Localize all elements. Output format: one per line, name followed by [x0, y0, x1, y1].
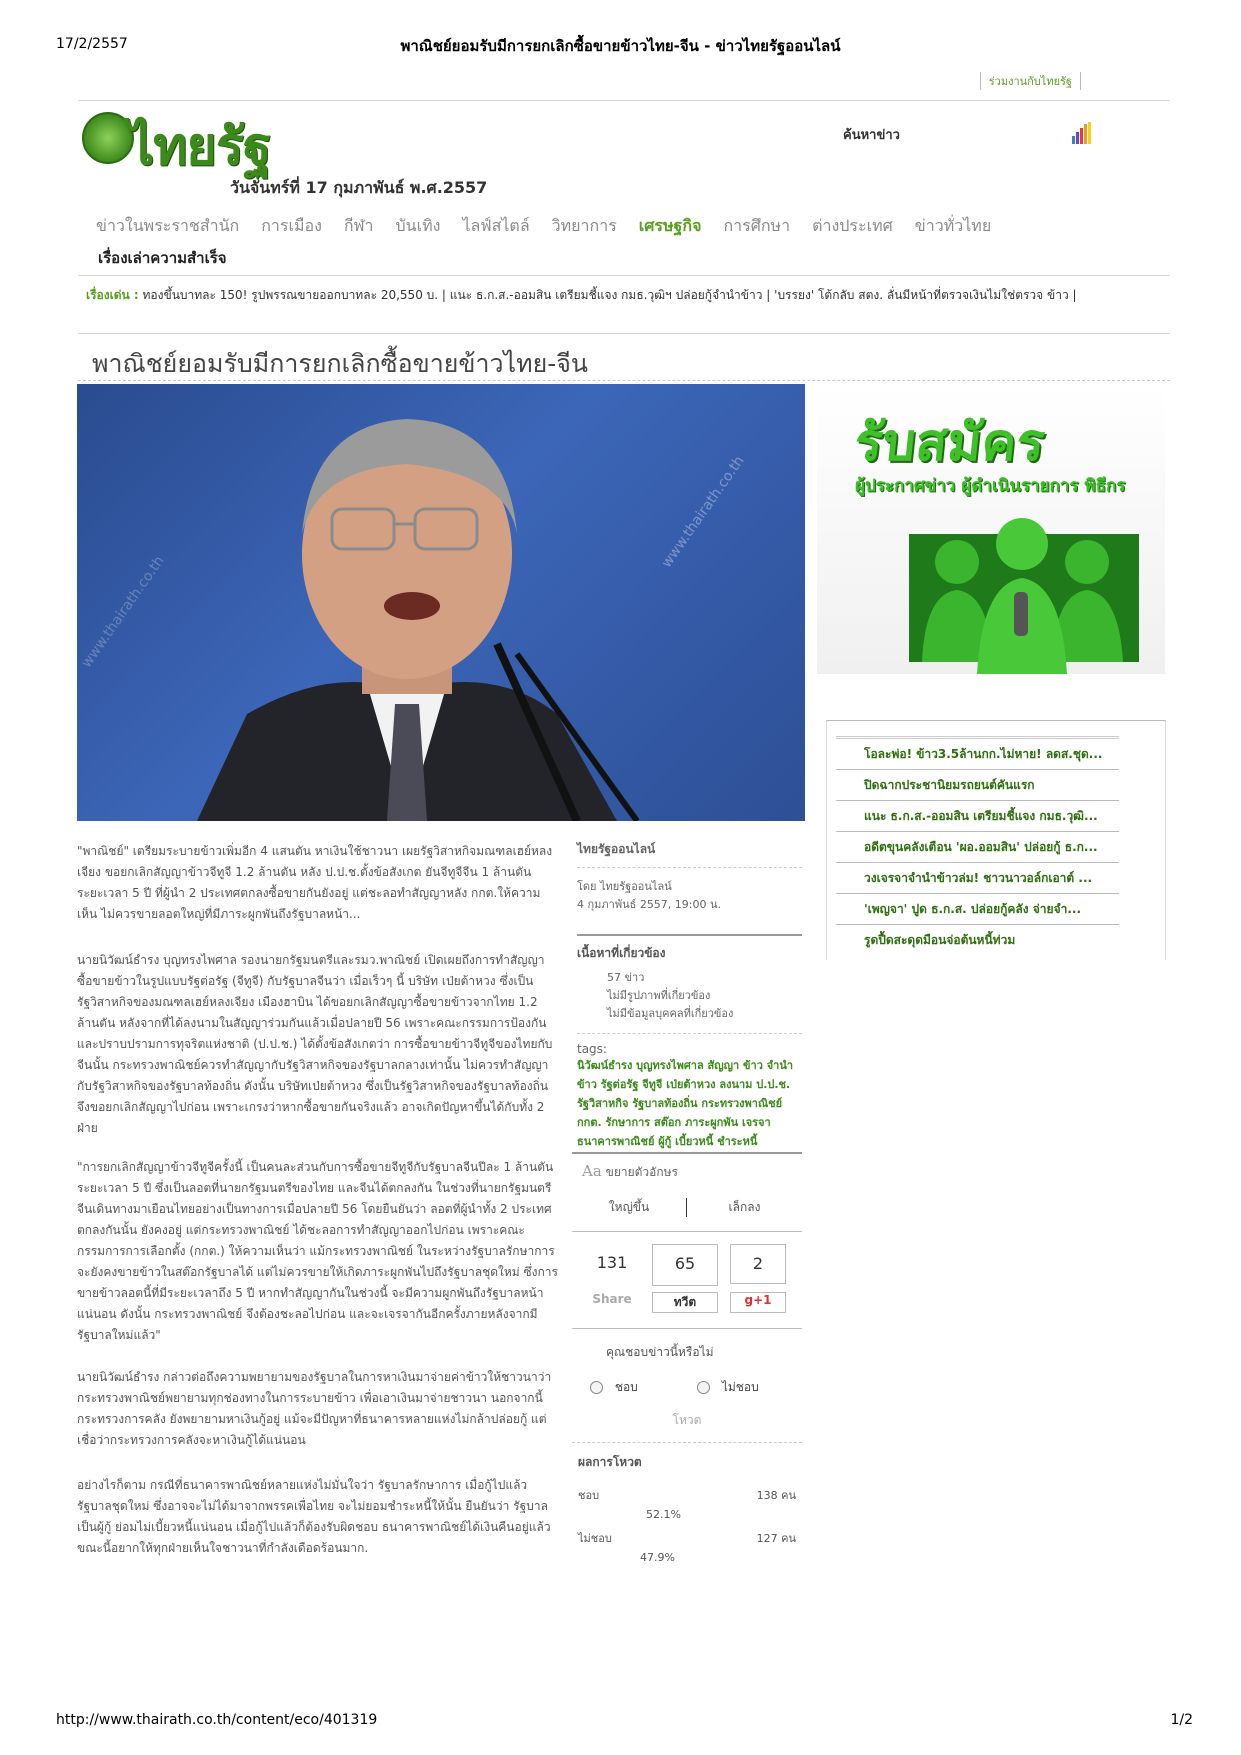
ad-title: รับสมัคร [851, 412, 1048, 473]
related-news-item[interactable]: อดีตขุนคลังเตือน 'ผอ.ออมสิน' ปล่อยกู้ ธ.ก... [836, 832, 1119, 863]
nav-item-royal[interactable]: ข่าวในพระราชสำนัก [96, 216, 240, 235]
tweet-button[interactable]: ทวีต [652, 1292, 718, 1313]
font-size-icon: Aa [582, 1162, 602, 1180]
article-paragraph: "การยกเลิกสัญญาข้าวจีทูจีครั้งนี้ เป็นคนละส่วนกับการซื้อขายจีทูจีกับรัฐบาลจีนปีละ 1 ล้านตัน ระยะเวลา 5 ปี ซึ่งเป็นลอตที่นายกรัฐมนตรีของไทย และจีนได้ตกลงกัน ในช่วงที่นายกรัฐมนตรีจีนเดินทางมาเยือนไทยอย่างเป็นทางการเมื่อปลายปี 56 โดยยืนยันว่า ลอตที่ผู้นำทั้ง 2 ประเทศตกลงกันนั้น ยังคงอยู่ แต่กระทรวงพาณิชย์ ได้ชะลอการทำสัญญาออกไปก่อน เพราะคณะกรรมการการเลือกตั้ง (กกต.) ให้ความเห็นว่า แม้กระทรวงพาณิชย์ ในระหว่างรัฐบาลรักษาการ จะยังคงขายข้าวในสต๊อกรัฐบาลได้ แต่ไม่ควรขายให้เกิดภาระผูกพันไปถึงรัฐบาลชุดใหม่ ซึ่งการขายข้าวลอตนี้ที่มีระยะเวลาถึง 5 ปี หากทำสัญญากันในช่วงนี้ จะมีความผูกพันถึงรัฐบาลหน้าแน่นอน ดังนั้น กระทรวงพาณิชย์ จึงต้องชะลอไปก่อน และจะเจรจากันอีกครั้งภายหลังจากมีรัฐบาลใหม่แล้ว" [77, 1160, 558, 1342]
article-paragraph: นายนิวัฒน์ธำรง กล่าวต่อถึงความพยายามของรัฐบาลในการหาเงินมาจ่ายค่าข้าวให้ชาวนาว่า กระทรวงพาณิชย์พยายามทุกช่องทางในการระบายข้าว เพื่อเอาเงินมาจ่ายชาวนา นอกจากนี้ กระทรวงการคลัง ยังพยายามหาเงินกู้อยู่ แม้จะมีปัญหาที่ธนาคารหลายแห่งไม่กล้าปล่อยกู้ แต่เชื่อว่ากระทรวงการคลังจะหาเงินกู้ได้แน่นอน [77, 1370, 552, 1447]
logo-emblem-icon [82, 112, 134, 164]
by-line: โดย ไทยรัฐออนไลน์ [577, 880, 672, 893]
font-bigger-button[interactable]: ใหญ่ขึ้น [572, 1198, 687, 1217]
poll-like-radio[interactable] [590, 1381, 603, 1394]
headline-divider [78, 380, 1170, 381]
nav-divider [78, 275, 1170, 276]
nav-item-foreign[interactable]: ต่างประเทศ [812, 216, 893, 235]
result-like-percent: 52.1% [646, 1508, 681, 1521]
nav-item-lifestyle[interactable]: ไลฟ์สไตล์ [462, 216, 530, 235]
related-news-item[interactable]: 'เพญจา' ปูด ธ.ก.ส. ปล่อยกู้คลัง จ่ายจำ... [836, 894, 1119, 925]
related-news-item[interactable]: ปิดฉากประชานิยมรถยนต์คันแรก [836, 770, 1119, 801]
article-paragraph: นายนิวัฒน์ธำรง บุญทรงไพศาล รองนายกรัฐมนตรีและรมว.พาณิชย์ เปิดเผยถึงการทำสัญญาซื้อขายข้าวในรูปแบบรัฐต่อรัฐ (จีทูจี) กับรัฐบาลจีนว่า เมื่อเร็วๆ นี้ บริษัท เป่ยต้าหวง ซึ่งเป็นรัฐวิสาหกิจของมณฑลเฮย์หลงเจียง เมืองฮาบิน ได้ขอยกเลิกสัญญาซื้อขายข้าวจากไทย 1.2 ล้านตัน หลังจากที่ได้ลงนามในสัญญาร่วมกันแล้วเมื่อปลายปี 56 เพราะคณะกรรมการป้องกันและปราบปรามการทุจริตแห่งชาติ (ป.ป.ช.) ได้ตั้งข้อสังเกตว่า การซื้อขายข้าวจีทูจีของไทยกับจีนนั้น กระทรวงพาณิชย์ควรทำสัญญากับรัฐวิสาหกิจของรัฐบาลกลางเท่านั้น ไม่ควรทำสัญญากับรัฐวิสาหกิจของรัฐบาลท้องถิ่น ดังนั้น บริษัทเป่ยต้าหวง ซึ่งเป็นรัฐวิสาหกิจของรัฐบาลท้องถิ่น จึงขอยกเลิกสัญญาไปก่อน เพราะเกรงว่าหากซื้อขายกันจริงแล้ว อาจเกิดปัญหาขึ้นได้กับทั้ง 2 ฝ่าย [77, 953, 553, 1135]
ticker-divider [78, 333, 1170, 334]
poll-like-label: ชอบ [614, 1380, 638, 1394]
print-url[interactable]: http://www.thairath.co.th/content/eco/401319 [56, 1712, 378, 1728]
related-news-item[interactable]: โอละพ่อ! ข้าว3.5ล้านกก.ไม่หาย! ลดส.ชุด... [836, 739, 1119, 770]
facebook-share-button[interactable]: Share [592, 1292, 632, 1306]
poll-results-title: ผลการโหวต [578, 1455, 642, 1469]
result-dislike-count: 127 คน [756, 1532, 796, 1545]
article-headline: พาณิชย์ยอมรับมีการยกเลิกซื้อขายข้าวไทย-จีน [92, 349, 589, 378]
font-size-label: ขยายตัวอักษร [605, 1165, 678, 1179]
result-like-count: 138 คน [756, 1489, 796, 1502]
related-content-title: เนื้อหาที่เกี่ยวข้อง [577, 946, 666, 960]
chart-bars-icon[interactable] [1072, 122, 1092, 144]
share-count: 131 [596, 1253, 628, 1272]
article-photo [77, 384, 805, 821]
ad-silhouettes-icon [817, 504, 1165, 674]
poll-vote-button[interactable]: โหวต [672, 1413, 702, 1427]
join-thairath-link[interactable]: ร่วมงานกับไทยรัฐ [980, 72, 1081, 90]
font-smaller-button[interactable]: เล็กลง [728, 1200, 761, 1214]
related-news-item[interactable]: รูดปื้ดสะดุดมือนจ่อต้นหนี้ท่วม [864, 933, 1016, 947]
related-news-count[interactable]: 57 ข่าว [607, 971, 645, 984]
result-dislike-label: ไม่ชอบ [578, 1532, 612, 1545]
hot-news-label: เรื่องเด่น : [86, 288, 139, 302]
related-persons-none: ไม่มีข้อมูลบุคคลที่เกี่ยวข้อง [607, 1007, 734, 1020]
nav-item-education[interactable]: การศึกษา [723, 216, 791, 235]
tags-list[interactable]: นิวัฒน์ธำรง บุญทรงไพศาล สัญญา ข้าว จำนำข้าว รัฐต่อรัฐ จีทูจี เป่ยต้าหวง ลงนาม ป.ป.ช. รัฐวิสาหกิจ รัฐบาลท้องถิ่น กระทรวงพาณิชย์ กกต. รักษาการ สต๊อก ภาระผูกพัน เจรจา ธนาคารพาณิชย์ ผู้กู้ เบี้ยวหนี้ ชำระหนี้ [577, 1059, 794, 1148]
nav-item-politics[interactable]: การเมือง [261, 216, 322, 235]
recruitment-ad-banner[interactable] [817, 384, 1165, 674]
poll-panel [572, 1328, 802, 1564]
result-like-label: ชอบ [578, 1489, 600, 1502]
related-photos-none: ไม่มีรูปภาพที่เกี่ยวข้อง [607, 989, 711, 1002]
article-lede: "พาณิชย์" เตรียมระบายข้าวเพิ่มอีก 4 แสนตัน หาเงินใช้ชาวนา เผยรัฐวิสาหกิจมณฑลเฮย์หลงเจียง ขอยกเลิกสัญญาข้าวจีทูจี 1.2 ล้านตัน หลัง ป.ป.ช.ตั้งข้อสังเกต ยันจีทูจีจีน 1 ล้านตัน ระยะเวลา 5 ปี ที่ผู้นำ 2 ประเทศตกลงซื้อขายกันยังอยู่ แต่ชะลอทำสัญญาหลัง กกต.ให้ความเห็น ไม่ควรขายลอตใหญ่ที่มีภาระผูกพันถึงรัฐบาลหน้า... [77, 844, 553, 921]
print-date: 17/2/2557 [56, 36, 128, 52]
site-logo[interactable]: ไทยรัฐ [128, 116, 271, 177]
print-page-number: 1/2 [1170, 1712, 1193, 1728]
photo-watermark: www.thairath.co.th [658, 453, 748, 571]
photo-watermark-2: www.thairath.co.th [78, 553, 168, 671]
social-share-panel [584, 1244, 794, 1313]
article-meta-panel [577, 840, 802, 1151]
poll-dislike-radio[interactable] [697, 1381, 710, 1394]
gplus-count: 2 [730, 1244, 786, 1284]
current-date: วันจันทร์ที่ 17 กุมภาพันธ์ พ.ศ.2557 [230, 178, 488, 197]
publish-datetime: 4 กุมภาพันธ์ 2557, 19:00 น. [577, 898, 722, 911]
hot-news-ticker [86, 286, 1146, 305]
nav-item-entertainment[interactable]: บันเทิง [395, 216, 441, 235]
gplus-button[interactable]: g+1 [730, 1292, 786, 1313]
ad-subtitle: ผู้ประกาศข่าว ผู้ดำเนินรายการ พิธีกร [855, 476, 1126, 496]
print-title: พาณิชย์ยอมรับมีการยกเลิกซื้อขายข้าวไทย-จีน - ข่าวไทยรัฐออนไลน์ [400, 37, 841, 55]
tags-label: tags: [577, 1042, 607, 1056]
nav-item-economy[interactable]: เศรษฐกิจ [638, 216, 702, 235]
tweet-count: 65 [652, 1244, 718, 1286]
result-dislike-percent: 47.9% [640, 1551, 675, 1564]
main-navigation [96, 214, 1156, 239]
font-size-panel [572, 1152, 802, 1232]
poll-question: คุณชอบข่าวนี้หรือไม่ [606, 1345, 714, 1359]
nav-item-sports[interactable]: กีฬา [343, 216, 374, 235]
related-news-item[interactable]: วงเจรจาจำนำข้าวล่ม! ชาวนาวอล์กเอาต์ ... [836, 863, 1119, 894]
header-divider [78, 100, 1170, 101]
related-news-item[interactable]: แนะ ธ.ก.ส.-ออมสิน เตรียมชี้แจง กมธ.วุฒิ... [836, 801, 1119, 832]
search-news-link[interactable]: ค้นหาข่าว [843, 128, 900, 143]
hot-news-text[interactable]: ทองขึ้นบาทละ 150! รูปพรรณขายออกบาทละ 20,550 บ. | แนะ ธ.ก.ส.-ออมสิน เตรียมชี้แจง กมธ.วุฒิฯ ปล่อยกู้จำนำข้าว | 'บรรยง' โต้กลับ สตง. ลั่นมีหน้าที่ตรวจเงินไม่ใช่ตรวจ ข้าว | [142, 288, 1077, 302]
related-news-list [836, 736, 1119, 956]
source-title: ไทยรัฐออนไลน์ [577, 842, 656, 856]
poll-dislike-label: ไม่ชอบ [721, 1380, 759, 1394]
nav-item-success-stories[interactable]: เรื่องเล่าความสำเร็จ [98, 249, 227, 267]
nav-item-local[interactable]: ข่าวทั่วไทย [914, 216, 992, 235]
nav-item-science[interactable]: วิทยาการ [551, 216, 617, 235]
article-paragraph: อย่างไรก็ตาม กรณีที่ธนาคารพาณิชย์หลายแห่งไม่มั่นใจว่า รัฐบาลรักษาการ เมื่อกู้ไปแล้ว รัฐบาลชุดใหม่ ซึ่งอาจจะไม่ได้มาจากพรรคเพื่อไทย จะไม่ยอมชำระหนี้ให้นั้น ยืนยันว่า รัฐบาลเป็นผู้กู้ ย่อมไม่เบี้ยวหนี้แน่นอน เมื่อกู้ไปแล้วก็ต้องรับผิดชอบ ธนาคารพาณิชย์ได้เงินคืนอยู่แล้ว ขณะนี้อยากให้ทุกฝ่ายเห็นใจชาวนาที่กำลังเดือดร้อนมาก. [77, 1478, 551, 1555]
